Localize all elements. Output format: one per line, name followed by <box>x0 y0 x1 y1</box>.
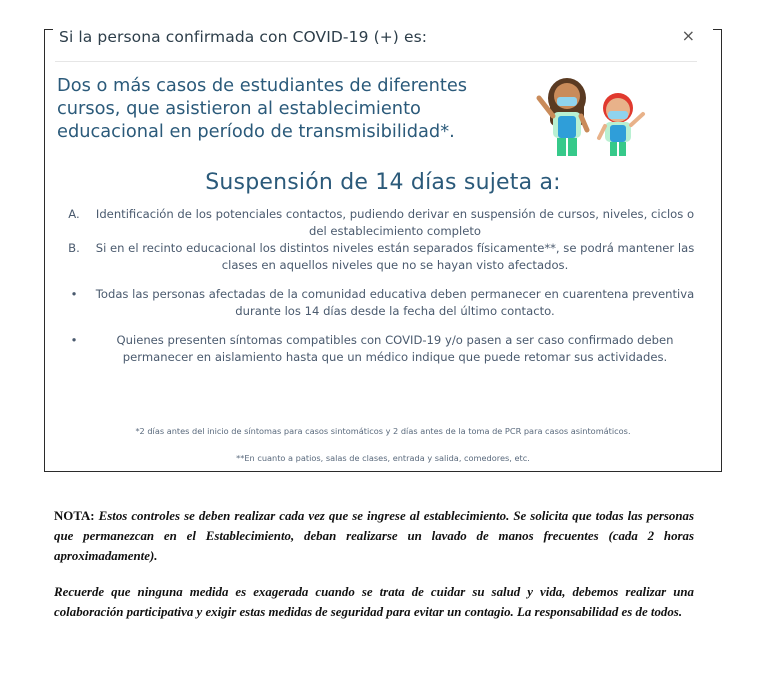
bullet-icon: • <box>70 333 78 347</box>
list-item <box>57 286 699 320</box>
list-item <box>57 240 699 274</box>
note-text: Estos controles se deben realizar cada vez que se ingrese al establecimiento. Se solicita que todas las personas que permanezcan en el Establecimiento, deban realizarse un lavado de manos frecuentes (cada 2 horas aproximadamente). <box>54 509 694 563</box>
children-with-masks-illustration <box>515 68 655 158</box>
modal-header <box>53 28 713 56</box>
footnote-incubation: *2 días antes del inicio de síntomas para casos sintomáticos y 2 días antes de la toma de PCR para casos asintomáticos. <box>135 426 631 436</box>
close-icon[interactable]: × <box>681 26 695 45</box>
list-item-text: Identificación de los potenciales contactos, pudiendo derivar en suspensión de cursos, niveles, ciclos o del establecimiento completo <box>95 207 695 238</box>
child-left-figure <box>539 78 587 156</box>
note-paragraph-closing: Recuerde que ninguna medida es exagerada cuando se trata de cuidar su salud y vida, debemos realizar una colaboración participativa y exigir estas medidas de seguridad para evitar un contagio. La responsabilidad es de todos. <box>54 585 694 619</box>
list-marker: B. <box>68 241 80 255</box>
child-right-figure <box>599 93 643 156</box>
suspension-heading: Suspensión de 14 días sujeta a: <box>205 170 561 195</box>
header-divider <box>55 61 697 62</box>
list-item <box>57 332 699 366</box>
list-item-text: Si en el recinto educacional los distintos niveles están separados físicamente**, se podrá mantener las clases en aquellos niveles que no se hayan visto afectados. <box>95 241 695 272</box>
list-item-text: Todas las personas afectadas de la comunidad educativa deben permanecer en cuarentena preventiva durante los 14 días desde la fecha del último contacto. <box>95 287 695 318</box>
modal-title: Si la persona confirmada con COVID-19 (+) es: <box>59 28 428 46</box>
covid-info-modal <box>44 26 722 472</box>
list-marker: A. <box>68 207 80 221</box>
note-label: NOTA: <box>54 509 95 523</box>
list-item-text: Quienes presenten síntomas compatibles con COVID-19 y/o pasen a ser caso confirmado deben permanecer en aislamiento hasta que un médico indique que puede retomar sus actividades. <box>116 333 674 364</box>
list-item <box>57 206 699 240</box>
note-paragraph <box>54 506 694 566</box>
bullet-icon: • <box>70 287 78 301</box>
case-description: Dos o más casos de estudiantes de diferentes cursos, que asistieron al establecimiento educacional en período de transmisibilidad*. <box>57 75 468 142</box>
footnote-separation: **En cuanto a patios, salas de clases, entrada y salida, comedores, etc. <box>236 453 530 463</box>
measures-list <box>57 206 699 366</box>
